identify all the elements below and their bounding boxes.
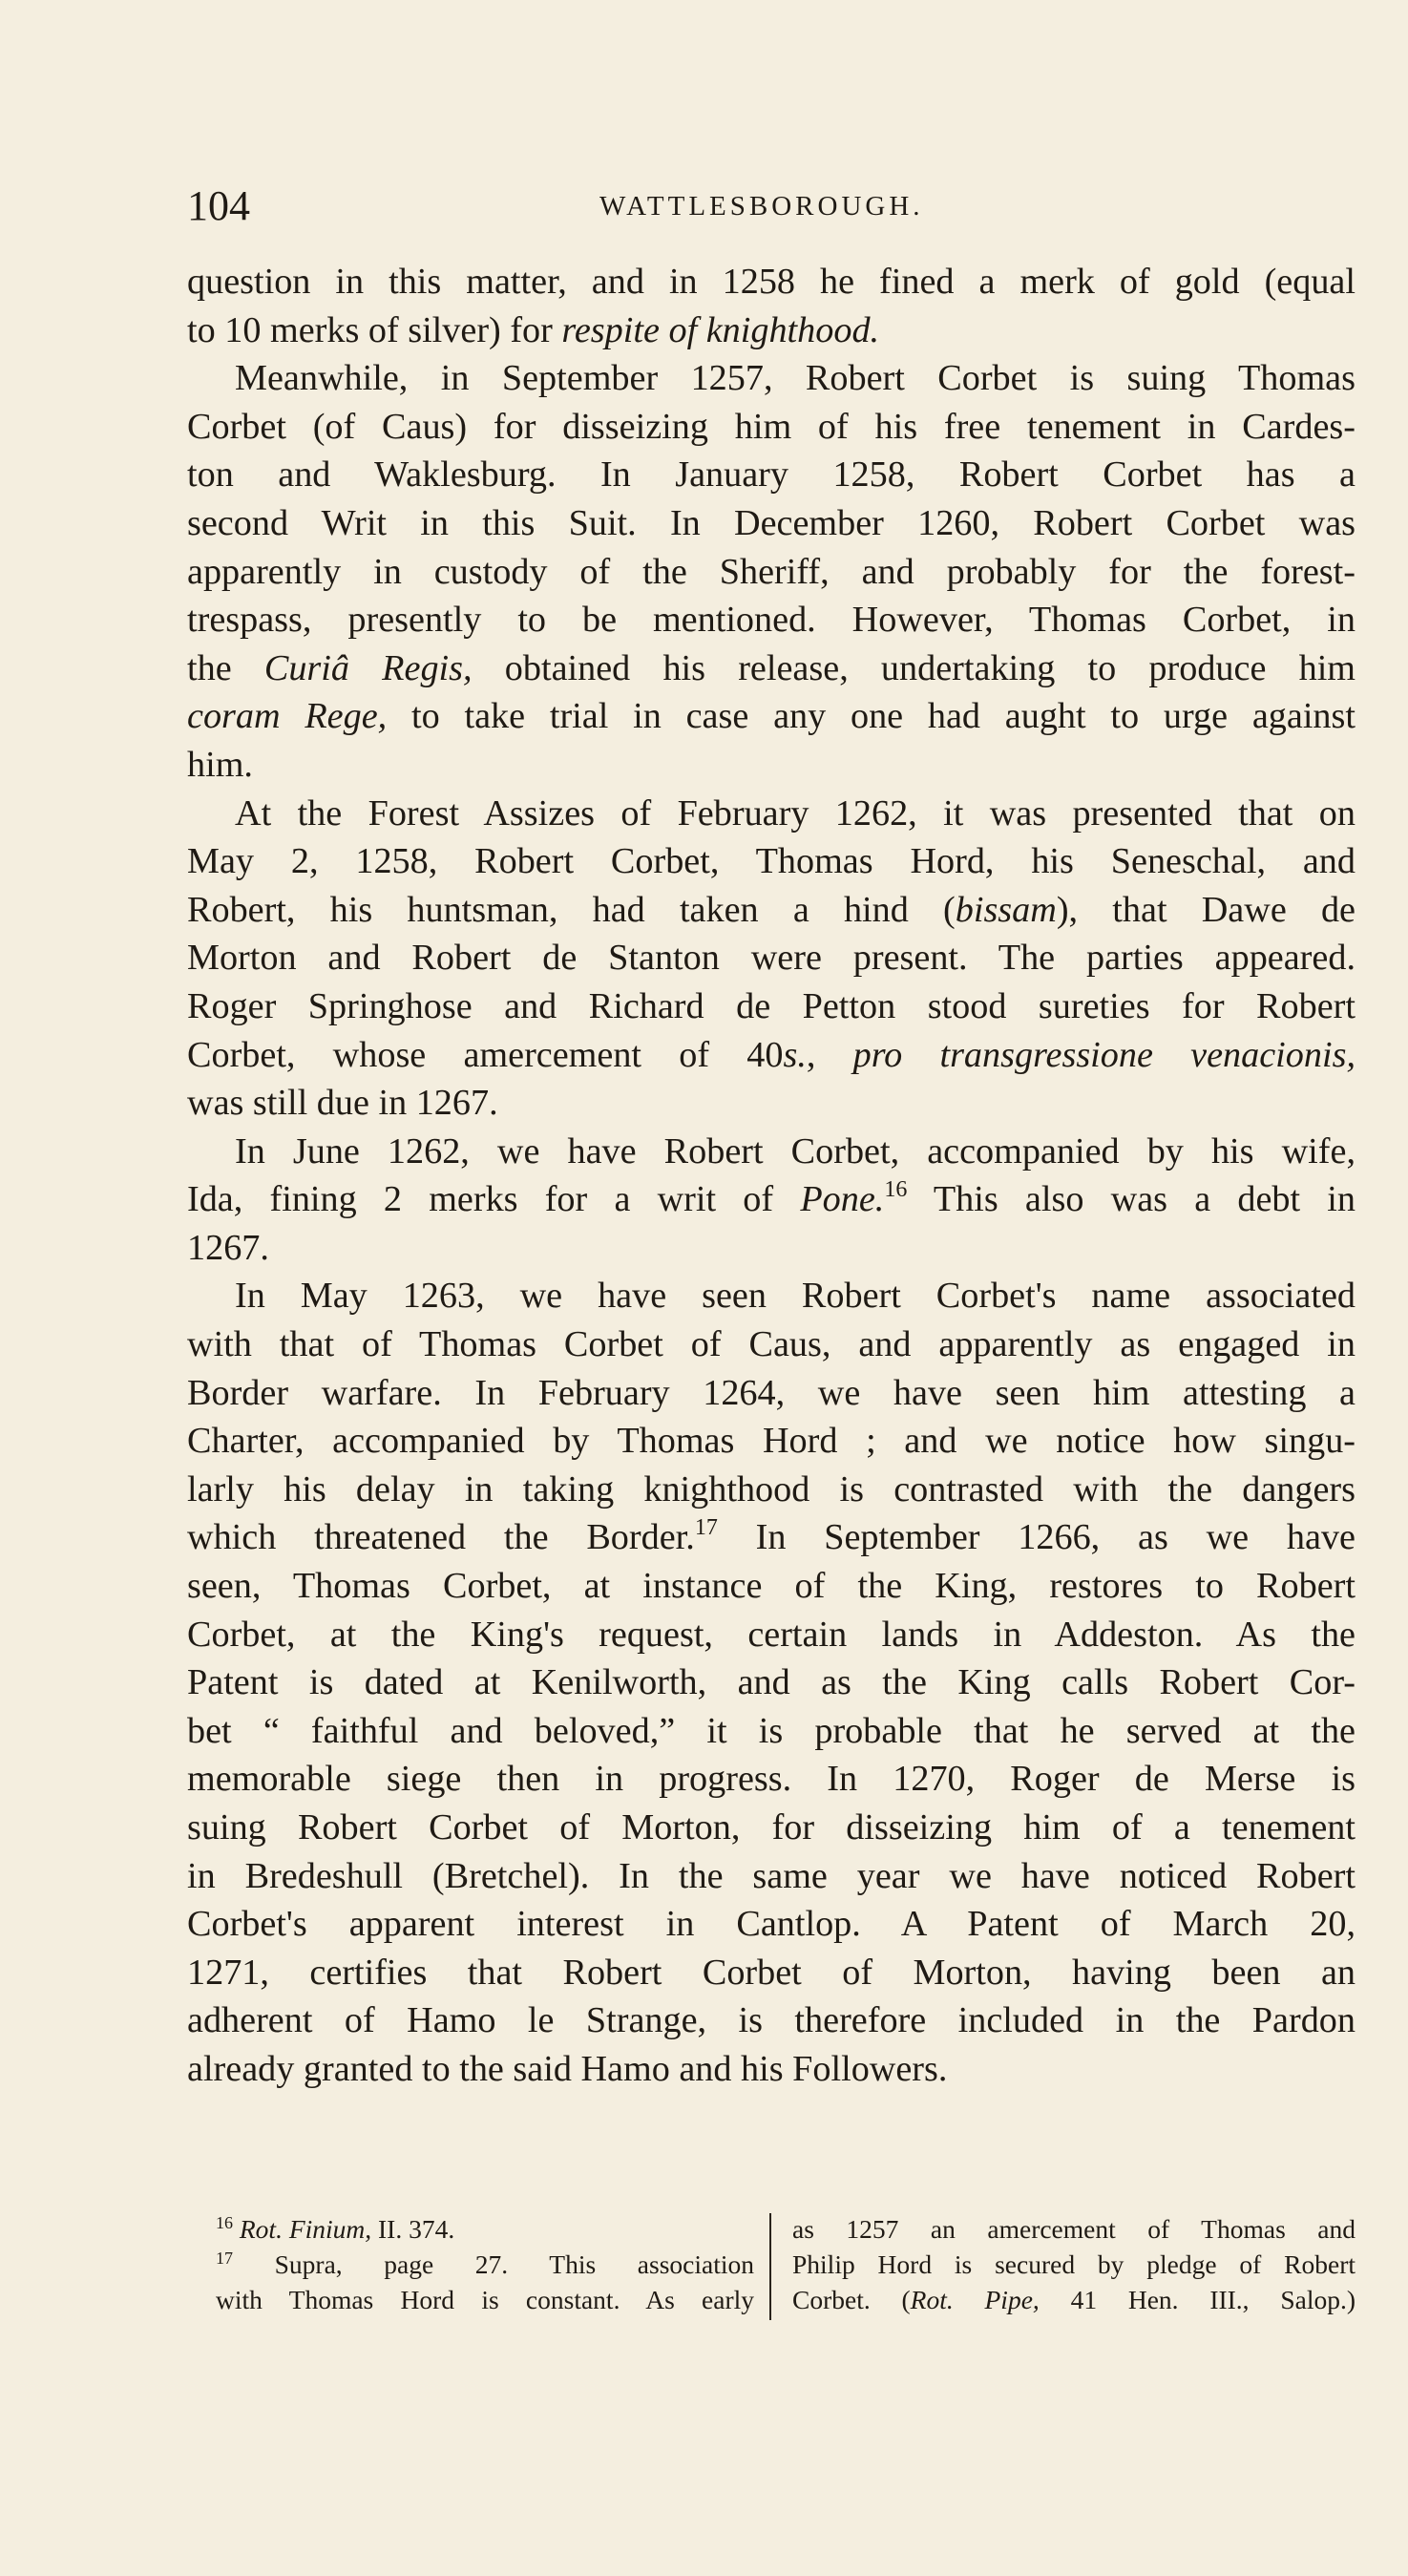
text-line: ton and Waklesburg. In January 1258, Robert Corbet has a (187, 454, 1355, 496)
footnote-column-rule (769, 2213, 771, 2320)
body-text (187, 258, 1355, 2094)
text-line: in Bredeshull (Bretchel). In the same year we have noticed Robert (187, 1855, 1355, 1896)
italic-text: s. (783, 1034, 807, 1075)
footnote-line (216, 2247, 754, 2282)
paragraph (187, 1128, 1355, 1273)
text-segment: , (806, 1034, 853, 1075)
paragraph (187, 258, 1355, 354)
text-segment: Ida, fining 2 merks for a writ of (187, 1179, 801, 1220)
text-line: Roger Springhose and Richard de Petton stood sureties for Robert (187, 985, 1355, 1026)
text-line: suing Robert Corbet of Morton, for disseizing him of a tenement (187, 1807, 1355, 1848)
text-line: adherent of Hamo le Strange, is therefore included in the Pardon (187, 2000, 1355, 2041)
text-line: larly his delay in taking knighthood is contrasted with the dangers (187, 1468, 1355, 1510)
text-line (187, 692, 1355, 741)
text-segment: as 1257 an amercement of Thomas and (792, 2214, 1355, 2244)
text-line: bet “ faithful and beloved,” it is probable that he served at the (187, 1710, 1355, 1751)
italic-text: respite of knighthood. (561, 309, 880, 350)
text-segment: Philip Hord is secured by pledge of Robert (792, 2249, 1355, 2279)
text-line: Corbet, at the King's request, certain lands in Addeston. As the (187, 1614, 1355, 1655)
text-segment: the (187, 647, 264, 688)
text-segment: 41 Hen. III., Salop.) (1039, 2285, 1355, 2314)
text-line: him. (187, 744, 253, 785)
text-line: 1267. (187, 1227, 269, 1268)
footnote-line (216, 2282, 754, 2317)
text-line: Meanwhile, in September 1257, Robert Corbet is suing Thomas (235, 358, 1355, 399)
text-line: Charter, accompanied by Thomas Hord ; and we notice how singu- (187, 1421, 1355, 1462)
text-segment: with Thomas Hord is constant. As early (216, 2285, 754, 2314)
text-line: apparently in custody of the Sheriff, and probably for the forest- (187, 551, 1355, 592)
text-segment: Corbet, whose amercement of 40 (187, 1034, 784, 1075)
page-number: 104 (187, 182, 250, 229)
running-head: WATTLESBOROUGH. (599, 191, 924, 222)
italic-text: Pone. (800, 1179, 885, 1220)
text-line (187, 1031, 1355, 1080)
text-segment: II. 374. (371, 2214, 455, 2244)
text-segment: Robert, his huntsman, had taken a hind ( (187, 889, 956, 930)
footnote-reference: 16 (884, 1177, 908, 1203)
italic-text: Rot. Finium, (239, 2214, 372, 2244)
paragraph (187, 1272, 1355, 2093)
text-segment: In September 1266, as we have (717, 1517, 1355, 1558)
text-segment: This also was a debt in (907, 1179, 1355, 1220)
footnote-line (792, 2247, 1355, 2282)
text-line: was still due in 1267. (187, 1083, 498, 1124)
paragraph (187, 790, 1355, 1128)
text-line: 1271, certifies that Robert Corbet of Morton, having been an (187, 1952, 1355, 1993)
text-segment: obtained his release, undertaking to produce him (472, 647, 1356, 688)
text-line: seen, Thomas Corbet, at instance of the King, restores to Robert (187, 1566, 1355, 1607)
footnotes-right-column (792, 2211, 1355, 2317)
text-line: with that of Thomas Corbet of Caus, and apparently as engaged in (187, 1324, 1355, 1365)
text-line (187, 306, 1355, 355)
text-line: In June 1262, we have Robert Corbet, accompanied by his wife, (235, 1130, 1355, 1172)
text-line: Morton and Robert de Stanton were present. The parties appeared. (187, 938, 1355, 979)
footnote-reference: 17 (694, 1515, 718, 1541)
text-line (187, 1513, 1355, 1562)
text-segment: Corbet. ( (792, 2285, 911, 2314)
footnote-line (792, 2211, 1355, 2247)
text-line: memorable siege then in progress. In 1270, Roger de Merse is (187, 1759, 1355, 1800)
text-segment: to take trial in case any one had aught to urge against (387, 696, 1355, 737)
text-line: Patent is dated at Kenilworth, and as the King calls Robert Cor- (187, 1662, 1355, 1703)
text-line: Border warfare. In February 1264, we have seen him attesting a (187, 1372, 1355, 1413)
text-line: Corbet's apparent interest in Cantlop. A Patent of March 20, (187, 1904, 1355, 1945)
text-line: At the Forest Assizes of February 1262, it was presented that on (235, 792, 1355, 834)
footnote-line (216, 2211, 754, 2247)
text-line (187, 886, 1355, 935)
italic-text: pro transgressione venacionis, (852, 1034, 1355, 1075)
text-line: second Writ in this Suit. In December 1260, Robert Corbet was (187, 502, 1355, 543)
text-line: trespass, presently to be mentioned. However, Thomas Corbet, in (187, 600, 1355, 641)
text-line: May 2, 1258, Robert Corbet, Thomas Hord, his Seneschal, and (187, 841, 1355, 882)
text-line: already granted to the said Hamo and his Followers. (187, 2048, 948, 2089)
text-segment: to 10 merks of silver) for (187, 309, 562, 350)
footnotes-left-column (216, 2211, 754, 2317)
footnotes (216, 2211, 1355, 2320)
italic-text: Rot. Pipe, (910, 2285, 1040, 2314)
text-line: Corbet (of Caus) for disseizing him of his free tenement in Cardes- (187, 406, 1355, 447)
text-segment: which threatened the Border. (187, 1517, 695, 1558)
footnote-reference: 16 (216, 2213, 233, 2232)
text-segment: ), that Dawe de (1056, 889, 1356, 930)
footnote-line (792, 2282, 1355, 2317)
text-line: In May 1263, we have seen Robert Corbet's name associated (235, 1276, 1355, 1317)
text-line (187, 644, 1355, 693)
italic-text: coram Rege, (187, 696, 388, 737)
italic-text: Curiâ Regis, (263, 647, 473, 688)
text-segment: Supra, page 27. This association (233, 2249, 754, 2279)
text-line (187, 1175, 1355, 1224)
text-line: question in this matter, and in 1258 he fined a merk of gold (equal (187, 262, 1355, 302)
italic-text: bissam (955, 889, 1057, 930)
footnote-reference: 17 (216, 2249, 233, 2268)
text-segment (233, 2214, 240, 2244)
page-header (187, 181, 1355, 239)
paragraph (187, 354, 1355, 789)
